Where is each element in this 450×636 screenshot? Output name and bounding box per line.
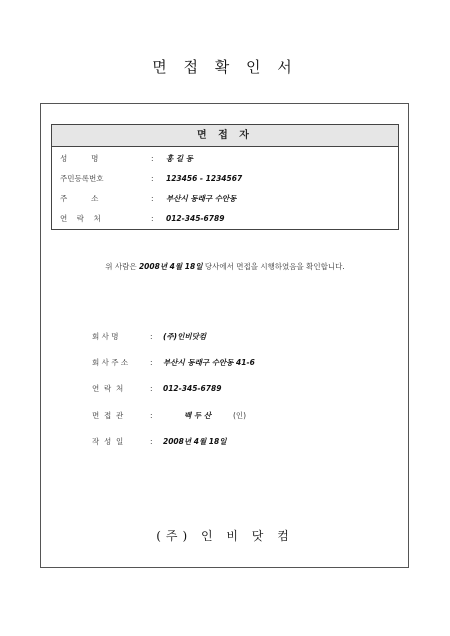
interviewee-row-address xyxy=(52,192,398,206)
interviewee-row-id-number xyxy=(52,172,398,186)
row-colon: : xyxy=(151,214,154,223)
row-label: 작 성 일 xyxy=(92,437,124,446)
row-colon: : xyxy=(151,194,154,203)
row-value: 부산시 동래구 수안동 41-6 xyxy=(163,358,255,367)
row-value: 123456 - 1234567 xyxy=(166,174,243,183)
row-colon: : xyxy=(150,384,153,393)
row-value: 부산시 동래구 수안동 xyxy=(166,194,237,203)
row-label: 회 사 명 xyxy=(92,332,119,341)
confirmation-statement xyxy=(0,261,450,272)
row-value: 012-345-6789 xyxy=(166,214,225,223)
row-colon: : xyxy=(151,154,154,163)
row-colon: : xyxy=(150,411,153,420)
row-value: 홍 길 동 xyxy=(166,154,193,163)
row-label: 연 락 처 xyxy=(60,214,101,223)
statement-prefix: 위 사람은 xyxy=(105,262,139,271)
interviewee-box-header: 면 접 자 xyxy=(52,125,398,147)
row-label: 연 락 처 xyxy=(92,384,124,393)
row-colon: : xyxy=(151,174,154,183)
confirmer-row-address xyxy=(0,356,450,370)
row-colon: : xyxy=(150,437,153,446)
row-colon: : xyxy=(150,358,153,367)
row-label: 주민등록번호 xyxy=(60,174,104,183)
interviewee-box xyxy=(51,124,399,230)
statement-suffix: 당사에서 면접을 시행하였음을 확인합니다. xyxy=(202,262,345,271)
footer-company-name: (주) 인 비 닷 컴 xyxy=(156,529,294,543)
document-title: 면 접 확 인 서 xyxy=(152,58,298,76)
row-value: 012-345-6789 xyxy=(163,384,222,393)
row-label: 면 접 관 xyxy=(92,411,124,420)
row-colon: : xyxy=(150,332,153,341)
statement-date: 2008년 4월 18일 xyxy=(138,262,203,271)
row-label: 성 명 xyxy=(60,154,99,163)
row-value: 2008년 4월 18일 xyxy=(163,437,227,446)
confirmer-row-company xyxy=(0,330,450,344)
interviewee-row-contact xyxy=(52,212,398,226)
row-value xyxy=(184,409,246,423)
confirmer-row-contact xyxy=(0,382,450,396)
row-label: 회 사 주 소 xyxy=(92,358,129,367)
interviewee-row-name xyxy=(52,152,398,166)
confirmer-row-date xyxy=(0,435,450,449)
seal-mark: (인) xyxy=(232,411,247,420)
confirmer-row-interviewer xyxy=(0,409,450,423)
row-label: 주 소 xyxy=(60,194,99,203)
row-value: (주)인비닷컴 xyxy=(163,332,207,341)
interviewer-name: 백 두 산 xyxy=(184,411,211,420)
